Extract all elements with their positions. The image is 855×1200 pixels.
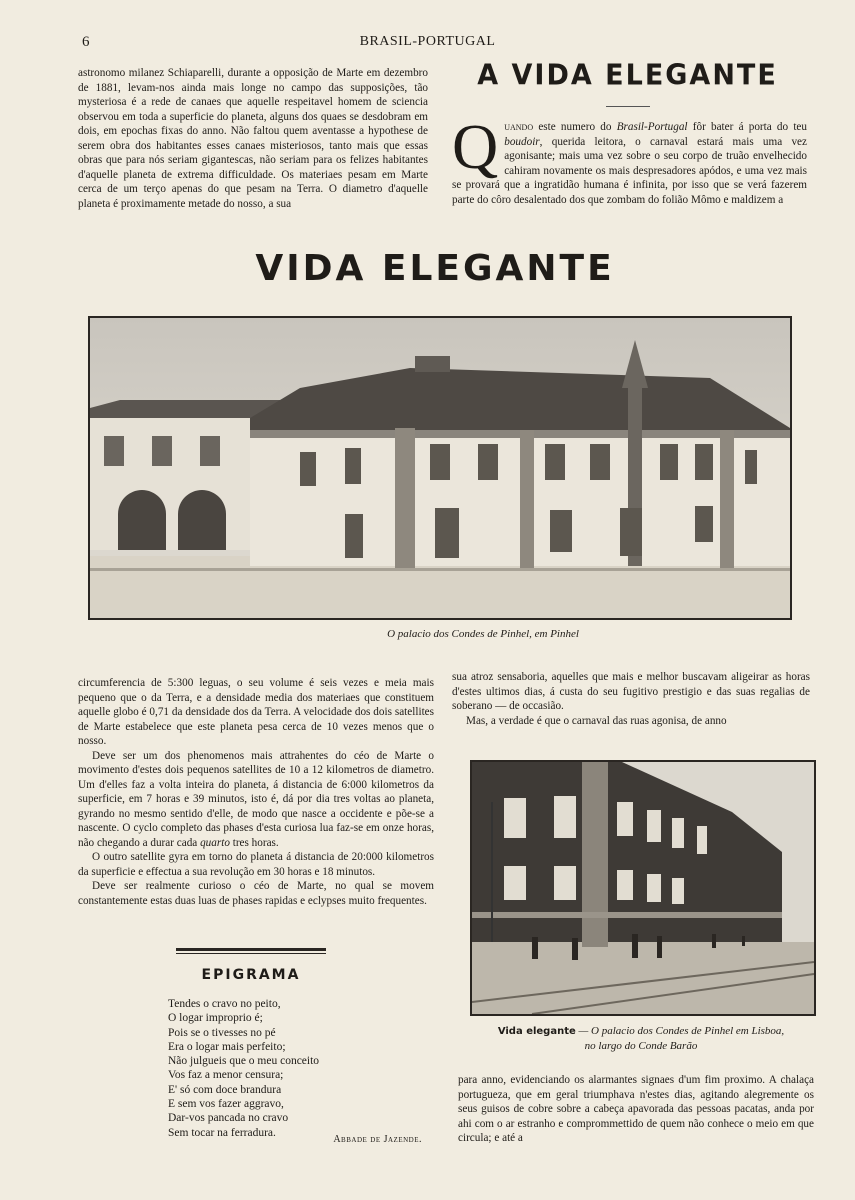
poem-line: Vos faz a menor censura;: [168, 1069, 284, 1082]
text-run: fôr bater á porta do teu: [687, 121, 807, 133]
paragraph: Deve ser realmente curioso o céo de Marte, no qual se movem constantemente estas duas luas de phases rapidas e eclypses muito frequentes.: [78, 880, 434, 907]
paragraph: Mas, a verdade é que o carnaval das ruas agonisa, de anno: [466, 714, 727, 727]
paragraph: O outro satellite gyra em torno do planeta á distancia de 20:000 kilometros da superficie e effectua a sua revolução em 30 horas e 18 minutos.: [78, 851, 434, 878]
text-run: este numero do: [533, 121, 617, 133]
paragraph: astronomo milanez Schiaparelli, durante a opposição de Marte em dezembro de 1881, levam-nos ainda mais longe no campo das supposições, tão mysteriosa é a rede de canaes que aquelle respeitavel homem de sciencia observou em toda a superficie do planeta, alguns dos quaes se desdobram em dois, em epochas fixas do anno. Não faltou quem aventasse a hypothese de serem obra dos habitantes esses canaes misteriosos, tanto mais que essas obras que para nós seriam gigantescas, não seriam para os felizes habitantes d'aquelle planeta de extrema difficuldade. Os materiaes pesam em Marte cerca de um terço apenas do que pesam na Terra. O diametro d'aquelle planeta é proximamente metade do nosso, a sua: [78, 67, 428, 210]
main-title: VIDA ELEGANTE: [255, 248, 615, 289]
top-left-column: [78, 66, 428, 211]
title-divider: [606, 106, 650, 107]
section-title: A VIDA ELEGANTE: [477, 59, 778, 92]
poem-line: Dar-vos pancada no cravo: [168, 1112, 289, 1125]
italic-run: quarto: [200, 836, 230, 849]
photo-palace-pinhel: [88, 316, 792, 620]
poem-line: E sem vos fazer aggravo,: [168, 1098, 284, 1111]
paragraph: para anno, evidenciando os alarmantes signaes d'um fim proximo. A chalaça portugueza, que em geral triumphava n'estes dias, agitando alegremente os seus guisos de cobre sobre a cabeça apavorada das pessoas pacatas, anda por ahi com o ar estranho e comprommettido de quem não conhece o meio em que circula; e até a: [458, 1074, 814, 1144]
paragraph: circumferencia de 5:300 leguas, o seu volume é seis vezes e meia mais pequeno que o da Terra, e a densidade media dos materiaes que constituem aquelle globo é 0,71 da densidade dos da Terra. A velocidade dos dois satellites de Marte estabelece que este planeta pesa cerca de 10 vezes menos que o nosso.: [78, 677, 434, 747]
bottom-right-column-continued: [458, 1073, 814, 1146]
epigram-author: Abbade de Jazende.: [333, 1134, 422, 1145]
paragraph: [78, 749, 434, 851]
top-right-column: [452, 111, 807, 207]
bottom-right-column: [452, 670, 810, 728]
text-run: tres horas.: [229, 836, 279, 849]
caption-label: Vida elegante: [497, 1026, 576, 1037]
lead-paragraph: [452, 111, 807, 207]
page-number: 6: [82, 34, 90, 50]
poem-line: Sem tocar na ferradura.: [168, 1126, 276, 1139]
photo-caption: O palacio dos Condes de Pinhel, em Pinhel: [387, 628, 579, 640]
drop-cap: Q: [452, 111, 499, 182]
epigram-rule: [176, 948, 326, 951]
epigram-title: EPIGRAMA: [201, 967, 301, 983]
poem-line: O logar improprio é;: [168, 1012, 263, 1025]
bottom-left-column: [78, 676, 434, 908]
photo-caption: [468, 1024, 814, 1053]
caption-text: — O palacio dos Condes de Pinhel em Lisboa,: [575, 1025, 785, 1037]
poem-line: Não julgueis que o meu conceito: [168, 1055, 320, 1068]
caption-text: no largo do Conde Barão: [584, 1040, 698, 1052]
italic-run: Brasil-Portugal: [616, 121, 688, 133]
poem-line: Tendes o cravo no peito,: [168, 998, 281, 1010]
lead-word: uando: [504, 121, 534, 133]
running-head: BRASIL-PORTUGAL: [359, 34, 496, 49]
poem-line: Era o logar mais perfeito;: [168, 1040, 286, 1053]
street-illustration: [472, 762, 814, 1014]
building-illustration: [90, 318, 790, 618]
text-run: , querida leitora, o carnaval estará mais uma vez agonisante; mais uma vez sobre o seu corpo de truão envelhecido cahiram novamente os mais despresadores apódos, e uma vez mais se provará que a ingratidão humana é infinita, por isso que se verá fazerem parte do côro desalentado dos que zombam do folião Mômo e maldizem a: [452, 135, 807, 206]
italic-run: boudoir: [504, 135, 540, 148]
poem-line: E' só com doce brandura: [168, 1083, 282, 1096]
paragraph: sua atroz sensaboria, aquelles que mais e melhor buscavam aligeirar as horas d'estes ultimos dias, á custa do seu fugitivo prestigio e das suas regalias de soberano — de occasião.: [452, 671, 810, 712]
photo-palace-lisboa: [470, 760, 816, 1016]
epigram-poem: [168, 997, 319, 1140]
poem-line: Pois se o tivesses no pé: [168, 1026, 276, 1039]
text-run: Deve ser um dos phenomenos mais attrahentes do céo de Marte o movimento d'estes dois pequenos satellites de 10 a 12 kilometros de diametro. Um d'elles faz a volta inteira do planeta, á distancia de 6:000 kilometros da superficie, em 7 horas e 39 minutos, isto é, dá por dia tres voltas ao planeta, gyrando no mesmo sentido d'elle, de modo que nasce a occidente e põe-se a nascente. O cyclo completo das phases d'esta curiosa lua faz-se em onze horas, não chegando a durar cada: [78, 749, 434, 849]
epigram-rule: [176, 953, 326, 954]
